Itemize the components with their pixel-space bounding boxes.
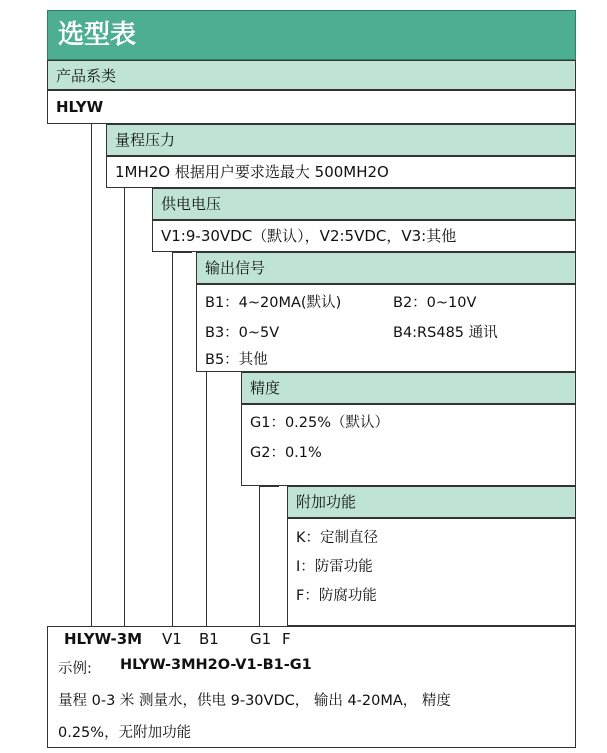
supply-header: 供电电压 <box>152 188 576 220</box>
extra-option-i: I：防雷功能 <box>296 559 373 575</box>
extra-option-k: K：定制直径 <box>296 530 379 546</box>
output-option-b1: B1：4~20MA(默认) <box>205 295 342 311</box>
series-header: 产品系类 <box>47 60 576 90</box>
output-header: 输出信号 <box>196 252 576 284</box>
code-part-series <box>64 630 142 648</box>
extra-option-f: F：防腐功能 <box>296 588 377 604</box>
range-header: 量程压力 <box>106 124 576 156</box>
connector-accuracy <box>259 486 260 626</box>
output-option-b4: B4:RS485 通讯 <box>393 325 498 341</box>
example-value: HLYW-3MH2O-V1-B1-G1 <box>120 657 312 673</box>
example-label: 示例: <box>58 661 92 677</box>
output-option-b3: B3：0~5V <box>205 325 280 341</box>
code-part-accuracy: G1 <box>250 630 272 648</box>
connector-supply <box>172 252 173 626</box>
supply-value: V1:9-30VDC（默认），V2:5VDC，V3:其他 <box>152 220 576 252</box>
accuracy-option-g1: G1：0.25%（默认） <box>250 415 390 431</box>
connector-series <box>91 124 92 626</box>
range-value: 1MH2O 根据用户要求选最大 500MH2O <box>106 156 576 188</box>
connector-accuracy-h <box>259 486 279 487</box>
code-part-supply: V1 <box>162 630 182 648</box>
accuracy-header: 精度 <box>241 372 576 404</box>
accuracy-option-g2: G2：0.1% <box>250 445 322 461</box>
connector-output <box>206 372 207 626</box>
example-description-line1: 量程 0-3 米 测量水，供电 9-30VDC， 输出 4-20MA， 精度 <box>58 693 451 709</box>
extra-header: 附加功能 <box>287 486 576 518</box>
extra-options <box>287 518 576 626</box>
code-part-extra: F <box>282 630 291 648</box>
code-part-series-text: HLYW-3M <box>64 630 143 648</box>
output-options <box>196 284 576 372</box>
connector-range <box>124 188 125 626</box>
connector-supply-h <box>172 252 192 253</box>
series-value: HLYW <box>47 90 576 124</box>
output-option-b5: B5：其他 <box>205 352 268 368</box>
code-part-output: B1 <box>199 630 219 648</box>
output-option-b2: B2：0~10V <box>393 295 477 311</box>
example-description-line2: 0.25%，无附加功能 <box>58 725 192 741</box>
accuracy-options <box>241 404 576 486</box>
page-title: 选型表 <box>47 10 576 60</box>
